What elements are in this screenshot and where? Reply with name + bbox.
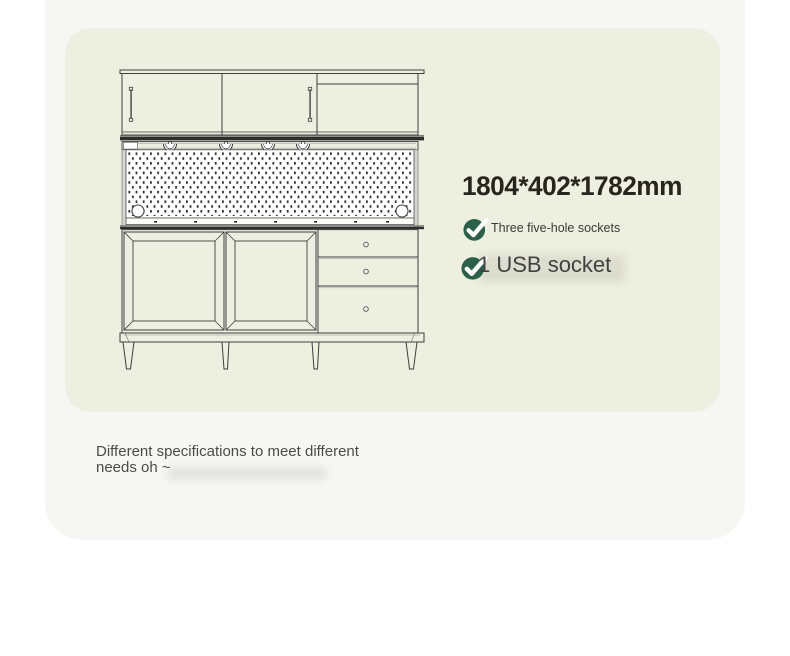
caption-line: Different specifications to meet different (96, 443, 359, 460)
check-icon (463, 216, 489, 242)
rail-band (120, 136, 424, 141)
feature-label: Three five-hole sockets (491, 221, 621, 235)
door-handle-icon (129, 87, 132, 121)
cabinet-line-drawing (114, 66, 430, 376)
fluted-door (124, 232, 224, 330)
socket-circle-icon (132, 205, 144, 217)
cabinet-leg (222, 342, 229, 369)
drawer-knob-icon (364, 307, 369, 312)
feature-label: 1 USB socket (478, 252, 612, 277)
drawer-stack (318, 230, 418, 333)
base-and-legs (120, 333, 424, 369)
dimensions-text: 1804*402*1782mm (462, 171, 682, 201)
cabinet-leg (406, 342, 417, 369)
cabinet-leg (312, 342, 319, 369)
socket-circle-icon (396, 205, 408, 217)
caption-line: needs oh ~ (96, 458, 171, 476)
upper-cabinet (120, 70, 424, 135)
cabinet-leg (123, 342, 134, 369)
door-handle-icon (308, 87, 311, 121)
fluted-door (226, 232, 316, 330)
counter-band (120, 225, 424, 229)
pegboard-panel (122, 150, 418, 228)
drawer-knob-icon (364, 242, 369, 247)
drawer-knob-icon (364, 269, 369, 274)
lower-cabinet (120, 230, 424, 369)
translation-artifact (168, 467, 326, 480)
